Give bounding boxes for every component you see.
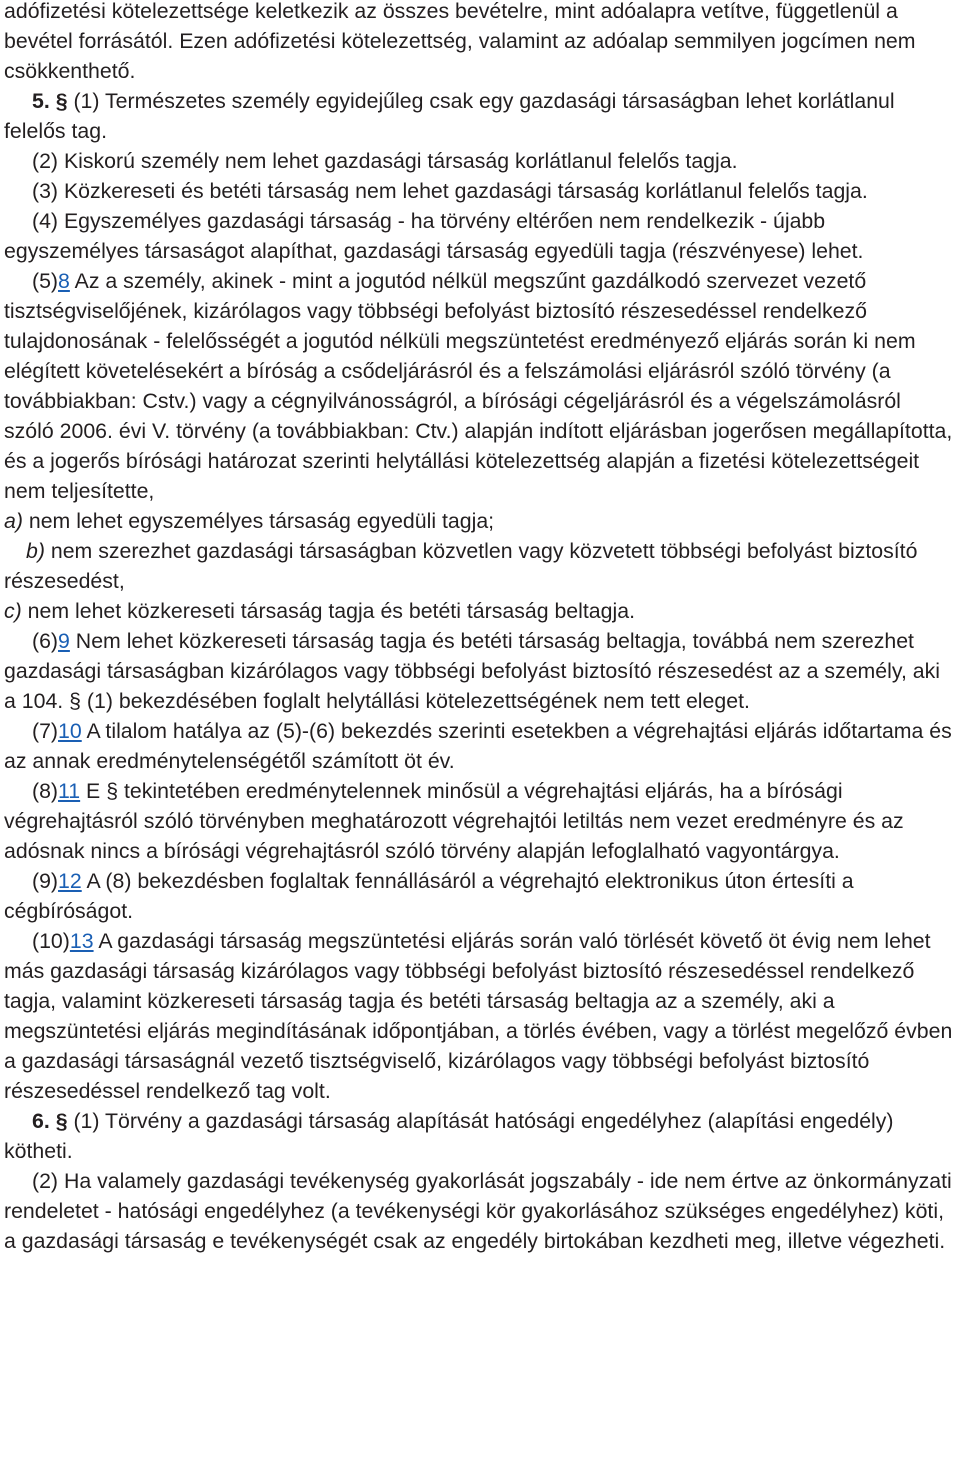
section-5-paragraph-7 (4, 716, 954, 776)
list-text: nem lehet közkereseti társaság tagja és betéti társaság beltagja. (21, 599, 635, 623)
section-5-paragraph-3: (3) Közkereseti és betéti társaság nem lehet gazdasági társaság korlátlanul felelős tagja. (32, 179, 868, 203)
paragraph-text: E (80, 779, 107, 803)
paragraph-text: (1) bekezdésében foglalt helytállási kötelezettségének nem tett eleget. (81, 689, 750, 713)
section-5-paragraph-1 (4, 86, 954, 146)
section-6-paragraph-1 (4, 1106, 954, 1166)
section-sign: § (55, 1109, 68, 1133)
section-number: 5. (32, 89, 50, 113)
section-6-paragraph-2: (2) Ha valamely gazdasági tevékenység gyakorlását jogszabály - ide nem értve az önkormányzati rendeletet - hatósági engedélyhez (a tevékenységi kör gyakorlásához szükséges engedélyhez) köti, a gazdasági társaság e tevékenységét csak az engedély birtokában kezdheti meg, illetve végezheti. (4, 1169, 952, 1253)
paragraph-number: (8) (32, 779, 59, 803)
list-item-c (4, 596, 954, 626)
footnote-link-11[interactable]: 11 (58, 779, 81, 803)
paragraph-number: (6) (32, 629, 59, 653)
list-text: nem lehet egyszemélyes társaság egyedüli tagja; (22, 509, 495, 533)
paragraph-text: A (8) bekezdésben foglaltak fennállásáról a végrehajtó elektronikus úton értesíti a cégbíróságot. (4, 869, 854, 923)
paragraph-number: (5) (32, 269, 59, 293)
list-text: nem szerezhet gazdasági társaságban közvetlen vagy közvetett többségi befolyást biztosító részesedést, (4, 539, 918, 593)
section-5-paragraph-10 (4, 926, 954, 1106)
section-number: 6. (32, 1109, 50, 1133)
section-5-paragraph-4: (4) Egyszemélyes gazdasági társaság - ha törvény eltérően nem rendelkezik - újabb egyszemélyes társaságot alapíthat, gazdasági társaság egyedüli tagja (részvényese) lehet. (4, 209, 864, 263)
paragraph-number: (10) (32, 929, 70, 953)
section-5-paragraph-2: (2) Kiskorú személy nem lehet gazdasági társaság korlátlanul felelős tagja. (32, 149, 738, 173)
paragraph-text: (1) Törvény a gazdasági társaság alapítását hatósági engedélyhez (alapítási engedély) kötheti. (4, 1109, 894, 1163)
document-body (4, 0, 954, 1256)
paragraph-text: Nem lehet közkereseti társaság tagja és betéti társaság beltagja, továbbá nem szerezhet gazdasági társaságban kizárólagos vagy többségi befolyást biztosító részesedést az a személy, aki a 104. (4, 629, 941, 713)
paragraph-text: Az a személy, akinek - mint a jogutód nélkül megszűnt gazdálkodó szervezet vezető tisztségviselőjének, kizárólagos vagy többségi befolyást biztosító részesedéssel rendelkező tulajdonosának - felelősségét a jogutód nélküli megszüntetést eredményező eljárás során ki nem elégített követelésekért a bíróság a csődeljárásról és a felszámolási eljárásról szóló törvény (a továbbiakban: Cstv.) vagy a cégnyilvánosságról, a bírósági cégeljárásról és a végelszámolásról szóló 2006. évi V. törvény (a továbbiakban: Ctv.) alapján indított eljárásban jogerősen megállapította, és a jogerős bírósági határozat szerinti helytállási kötelezettség alapján a fizetési kötelezettségeit nem teljesítette, (4, 269, 953, 503)
section-5-paragraph-9 (4, 866, 954, 926)
footnote-link-9[interactable]: 9 (58, 629, 70, 653)
list-item-a (4, 506, 954, 536)
section-5-paragraph-5 (4, 266, 954, 506)
paragraph-text: tekintetében eredménytelennek minősül a végrehajtási eljárás, ha a bírósági végrehajtásról szóló törvényben meghatározott végrehajtói letiltás nem vezet eredményre és az adósnak nincs a bírósági végrehajtásról szóló törvény alapján lefoglalható vagyontárgya. (4, 779, 904, 863)
section-sign: § (69, 689, 81, 713)
list-label: a) (4, 509, 23, 533)
paragraph-text: (1) Természetes személy egyidejűleg csak egy gazdasági társaságban lehet korlátlanul felelős tag. (4, 89, 895, 143)
footnote-link-12[interactable]: 12 (58, 869, 82, 893)
footnote-link-10[interactable]: 10 (58, 719, 82, 743)
paragraph-continuation: adófizetési kötelezettsége keletkezik az összes bevételre, mint adóalapra vetítve, függetlenül a bevétel forrásától. Ezen adófizetési kötelezettség, valamint az adóalap semmilyen jogcímen nem csökkenthető. (4, 0, 916, 83)
footnote-link-8[interactable]: 8 (58, 269, 70, 293)
section-sign: § (55, 89, 68, 113)
list-item-b (4, 536, 954, 596)
list-label: c) (4, 599, 22, 623)
section-5-paragraph-8 (4, 776, 954, 866)
section-5-paragraph-6 (4, 626, 954, 716)
paragraph-text: A tilalom hatálya az (5)-(6) bekezdés szerinti esetekben a végrehajtási eljárás időtartama és az annak eredménytelenségétől számított öt év. (4, 719, 952, 773)
paragraph-number: (9) (32, 869, 59, 893)
section-sign: § (106, 779, 119, 803)
paragraph-text: A gazdasági társaság megszüntetési eljárás során való törlését követő öt évig nem lehet más gazdasági társaság kizárólagos vagy többségi befolyást biztosító részesedéssel rendelkező tagja, valamint közkereseti társaság tagja és betéti társaság beltagja az a személy, aki a megszüntetési eljárás megindításának időpontjában, a törlés évében, vagy a törlést megelőző évben a gazdasági társaságnál vezető tisztségviselő, kizárólagos vagy többségi befolyást biztosító részesedéssel rendelkező tag volt. (4, 929, 953, 1103)
footnote-link-13[interactable]: 13 (69, 929, 94, 953)
list-label: b) (26, 539, 45, 563)
paragraph-number: (7) (32, 719, 59, 743)
